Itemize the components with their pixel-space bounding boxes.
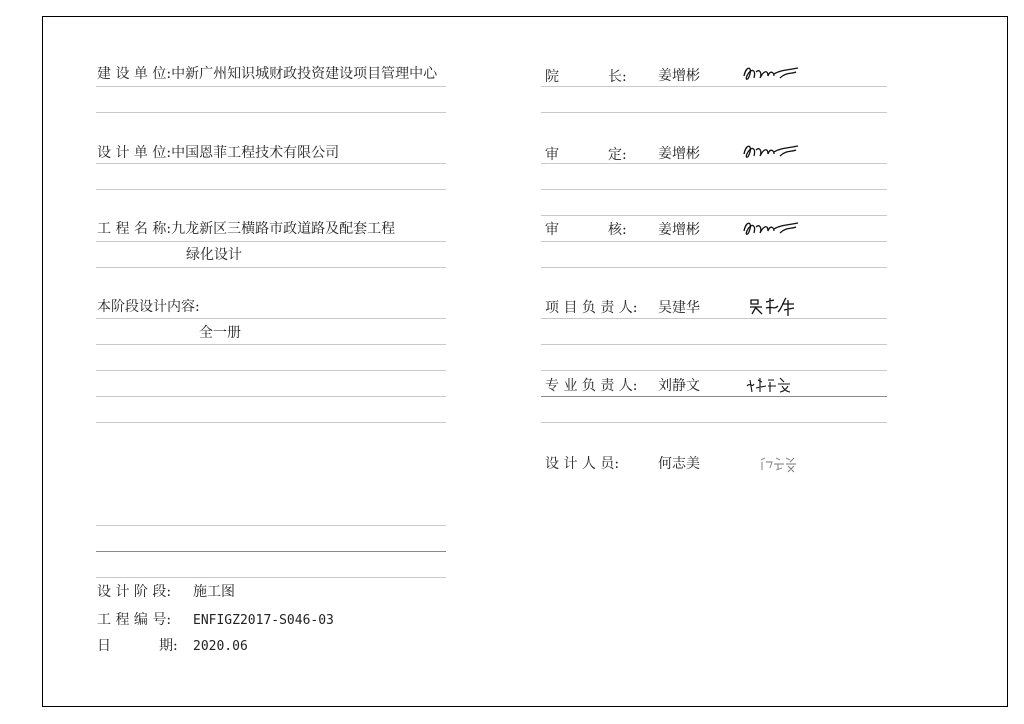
rule bbox=[96, 112, 446, 113]
name-review: 姜增彬 bbox=[658, 222, 700, 238]
rule bbox=[96, 396, 446, 397]
rule bbox=[541, 163, 887, 164]
title-president-b: 长: bbox=[608, 69, 627, 85]
rule bbox=[96, 577, 446, 578]
design-unit-label: 设 计 单 位: bbox=[97, 145, 172, 161]
rule bbox=[96, 525, 446, 526]
design-stage-label: 设 计 阶 段: bbox=[97, 584, 172, 600]
title-approve-b: 定: bbox=[608, 147, 627, 163]
rule bbox=[541, 396, 887, 397]
title-review-a: 审 bbox=[545, 222, 559, 238]
rule bbox=[96, 189, 446, 190]
project-name-label: 工 程 名 称: bbox=[97, 221, 172, 237]
name-project-lead: 吴建华 bbox=[658, 300, 700, 316]
name-approve: 姜增彬 bbox=[658, 146, 700, 162]
signature-liu-icon bbox=[744, 374, 794, 396]
rule bbox=[541, 86, 887, 87]
project-name-row bbox=[97, 221, 395, 237]
name-designer: 何志美 bbox=[658, 456, 700, 472]
name-president: 姜增彬 bbox=[658, 68, 700, 84]
title-project-lead: 项 目 负 责 人: bbox=[545, 300, 638, 316]
stage-content-value: 全一册 bbox=[199, 325, 241, 341]
signature-jiang-icon bbox=[740, 217, 802, 241]
project-name-line1: 九龙新区三横路市政道路及配套工程 bbox=[171, 221, 396, 237]
date-row bbox=[97, 638, 248, 655]
title-president-a: 院 bbox=[545, 69, 559, 85]
construction-unit-value: 中新广州知识城财政投资建设项目管理中心 bbox=[171, 66, 438, 82]
rule bbox=[96, 241, 446, 242]
rule bbox=[96, 86, 446, 87]
construction-unit-label: 建 设 单 位: bbox=[97, 66, 172, 82]
design-stage-value: 施工图 bbox=[193, 584, 235, 600]
date-label-2: 期: bbox=[159, 638, 178, 654]
signature-wu-icon bbox=[748, 294, 798, 318]
design-stage-row bbox=[97, 584, 235, 600]
rule bbox=[96, 318, 446, 319]
rule bbox=[96, 344, 446, 345]
design-unit-value: 中国恩菲工程技术有限公司 bbox=[171, 145, 340, 161]
rule bbox=[541, 241, 887, 242]
date-label-1: 日 bbox=[97, 638, 111, 654]
design-unit-row bbox=[97, 145, 339, 161]
rule bbox=[541, 189, 887, 190]
stage-content-label: 本阶段设计内容: bbox=[97, 299, 200, 315]
sheet-border bbox=[42, 16, 1008, 707]
project-number-label: 工 程 编 号: bbox=[97, 612, 172, 628]
rule bbox=[96, 267, 446, 268]
rule bbox=[96, 370, 446, 371]
rule bbox=[96, 551, 446, 552]
signature-he-icon bbox=[758, 454, 798, 474]
title-review-b: 核: bbox=[608, 222, 627, 238]
rule bbox=[541, 215, 887, 216]
title-approve-a: 审 bbox=[545, 147, 559, 163]
rule bbox=[541, 422, 887, 423]
date-value: 2020.06 bbox=[193, 639, 248, 654]
rule bbox=[96, 422, 446, 423]
rule bbox=[541, 370, 887, 371]
title-designer: 设 计 人 员: bbox=[545, 456, 620, 472]
project-number-row bbox=[97, 612, 334, 629]
project-number-value: ENFIGZ2017-S046-03 bbox=[193, 613, 334, 628]
project-name-line2: 绿化设计 bbox=[186, 247, 242, 263]
rule bbox=[541, 267, 887, 268]
construction-unit-row bbox=[97, 66, 437, 82]
signature-jiang-icon bbox=[740, 62, 802, 86]
rule bbox=[541, 112, 887, 113]
title-discipline-lead: 专 业 负 责 人: bbox=[545, 378, 638, 394]
rule bbox=[96, 163, 446, 164]
rule bbox=[541, 344, 887, 345]
rule bbox=[541, 318, 887, 319]
signature-jiang-icon bbox=[740, 140, 802, 164]
name-discipline-lead: 刘静文 bbox=[658, 378, 700, 394]
